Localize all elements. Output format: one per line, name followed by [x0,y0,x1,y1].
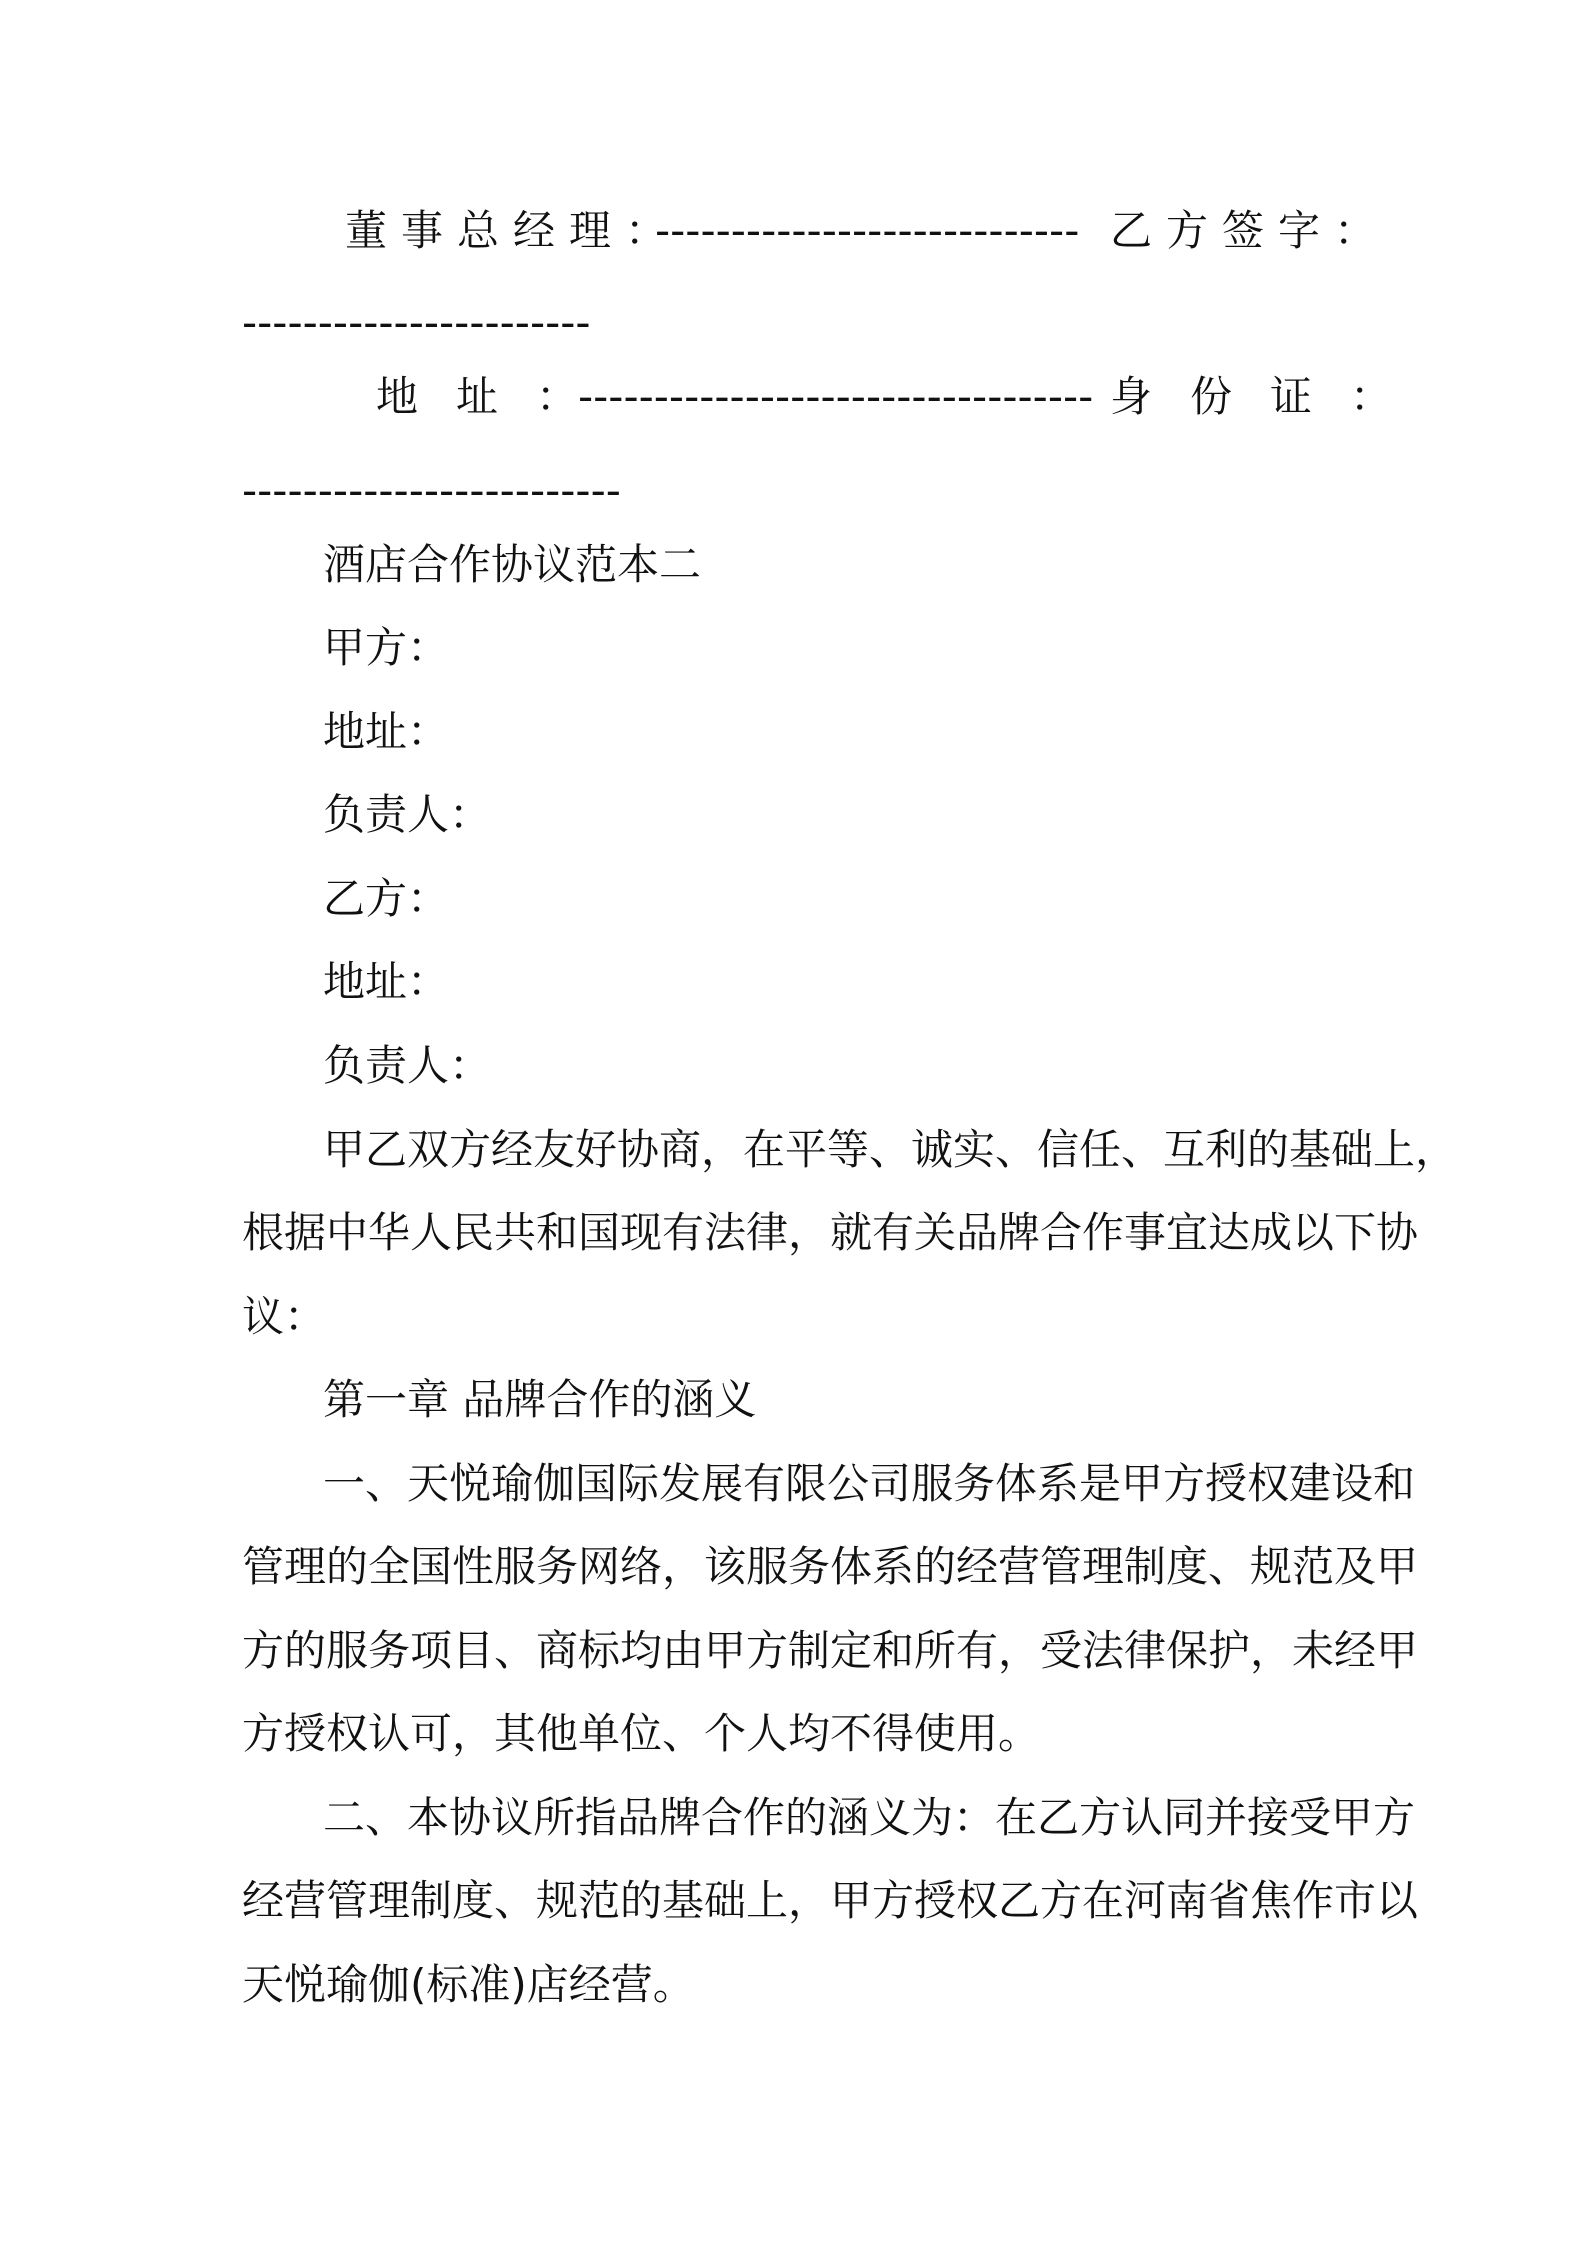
clause1-line-3: 方的服务项目、商标均由甲方制定和所有，受法律保护，未经甲 [242,1626,1419,1675]
clause2-line-3: 天悦瑜伽(标准)店经营。 [242,1960,695,2009]
partyB-address-label: 地址： [323,957,450,1006]
partyB-signature-line: ----------------------- [242,298,591,347]
intro-line-1: 甲乙双方经友好协商，在平等、诚实、信任、互利的基础上， [323,1125,1458,1174]
intro-line-3: 议： [242,1292,327,1341]
partyB-person-label: 负责人： [323,1041,492,1090]
partyB-signature-label: 乙方签字： [1110,206,1391,255]
chairman-signature-line: ---------------------------- [655,206,1080,255]
chairman-label: 董事总经理： [345,206,682,255]
partyA-label: 甲方： [323,623,450,672]
clause2-line-2: 经营管理制度、规范的基础上，甲方授权乙方在河南省焦作市以 [242,1876,1419,1925]
partyB-label: 乙方： [323,874,450,923]
clause1-line-4: 方授权认可，其他单位、个人均不得使用。 [242,1709,1041,1758]
address-line: ---------------------------------- [578,372,1094,421]
partyA-person-label: 负责人： [323,790,492,839]
document-title: 酒店合作协议范本二 [323,540,702,589]
address-label: 地址： [376,372,617,421]
clause1-line-2: 管理的全国性服务网络，该服务体系的经营管理制度、规范及甲 [242,1542,1419,1591]
id-line: ------------------------- [242,466,621,515]
clause2-line-1: 二、本协议所指品牌合作的涵义为：在乙方认同并接受甲方 [323,1793,1416,1842]
partyA-address-label: 地址： [323,707,450,756]
id-label: 身份证： [1110,372,1431,421]
intro-line-2: 根据中华人民共和国现有法律，就有关品牌合作事宜达成以下协 [242,1208,1419,1257]
clause1-line-1: 一、天悦瑜伽国际发展有限公司服务体系是甲方授权建设和 [323,1459,1416,1508]
chapter1-heading: 第一章 品牌合作的涵义 [323,1375,757,1424]
